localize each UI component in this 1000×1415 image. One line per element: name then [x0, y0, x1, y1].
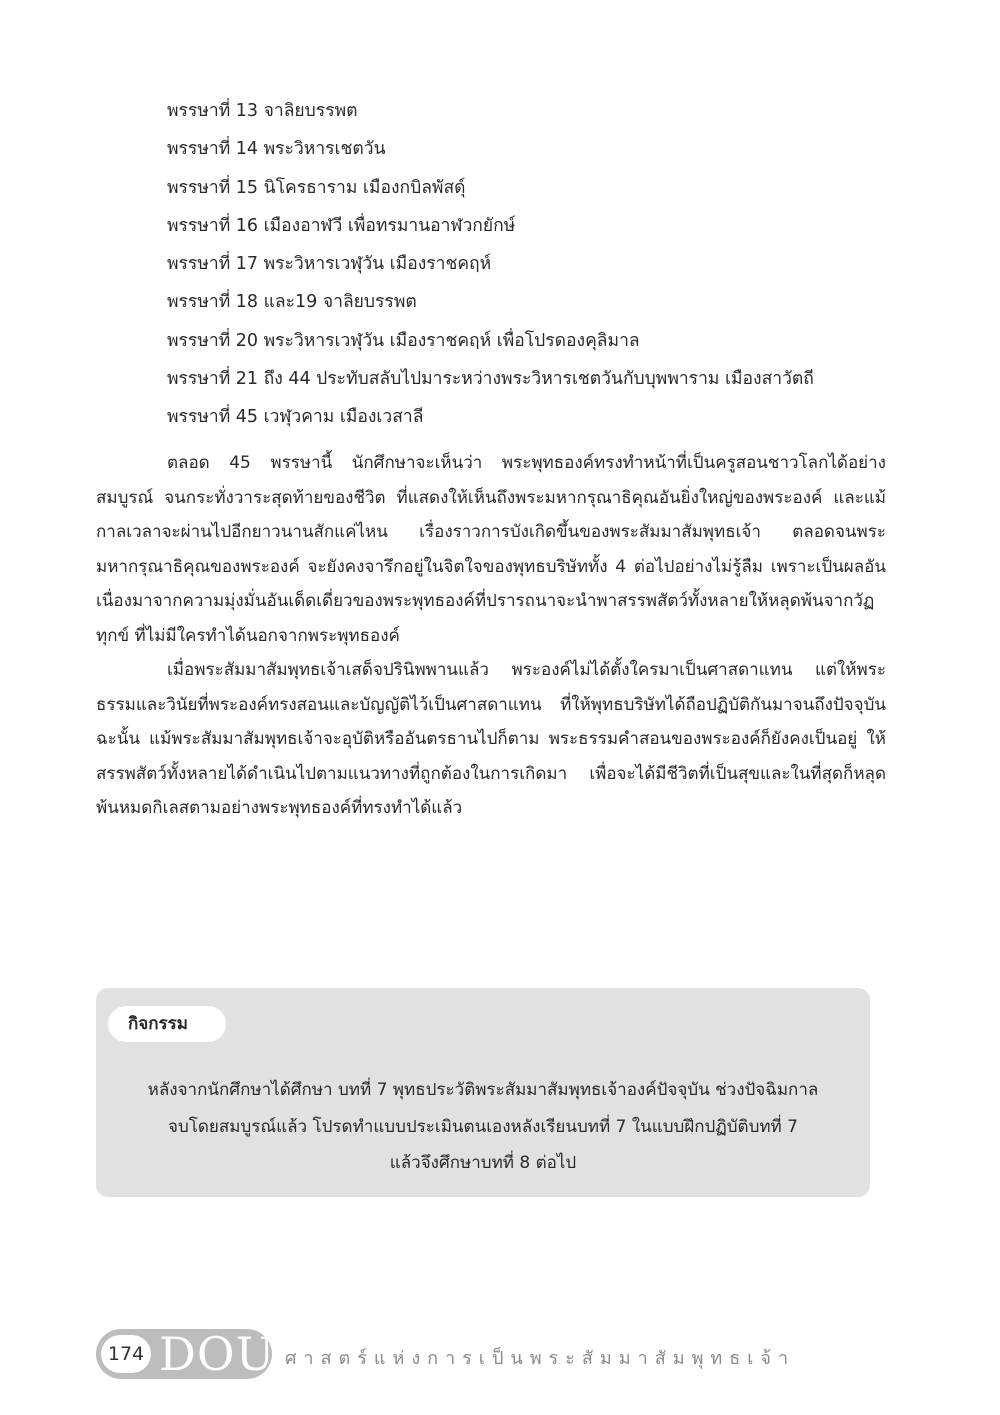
activity-instructions	[126, 1072, 840, 1182]
list-item: พรรษาที่ 13 จาลิยบรรพต	[167, 101, 358, 121]
footer-badge	[96, 1327, 276, 1381]
list-item: พรรษาที่ 15 นิโครธาราม เมืองกบิลพัสดุ์	[167, 177, 466, 198]
rains-list	[167, 92, 927, 437]
activity-line: หลังจากนักศึกษาได้ศึกษา บทที่ 7 พุทธประวัติพระสัมมาสัมพุทธเจ้าองค์ปัจจุบัน ช่วงปัจฉิมกาล	[147, 1080, 819, 1100]
body-paragraph-2: เมื่อพระสัมมาสัมพุทธเจ้าเสด็จปรินิพพานแล้ว พระองค์ไม่ได้ตั้งใครมาเป็นศาสดาแทน แต่ให้พระธรรมและวินัยที่พระองค์ทรงสอนและบัญญัติไว้เป็นศาสดาแทน ที่ให้พุทธบริษัทได้ถือปฏิบัติกันมาจนถึงปัจจุบัน ฉะนั้น แม้พระสัมมาสัมพุทธเจ้าจะอุบัติหรืออันตรธานไปก็ตาม พระธรรมคำสอนของพระองค์ก็ยังคงเป็นอยู่ ให้สรรพสัตว์ทั้งหลายได้ดำเนินไปตามแนวทางที่ถูกต้องในการเกิดมา เพื่อจะได้มีชีวิตที่เป็นสุขและในที่สุดก็หลุดพ้นหมดกิเลสตามอย่างพระพุทธองค์ที่ทรงทำได้แล้ว	[96, 660, 886, 818]
list-item: พรรษาที่ 16 เมืองอาฬวี เพื่อทรมานอาฬวกยักษ์	[167, 215, 516, 236]
activity-label: กิจกรรม	[108, 1006, 226, 1042]
activity-line: จบโดยสมบูรณ์แล้ว โปรดทำแบบประเมินตนเองหลังเรียนบทที่ 7 ในแบบฝึกปฏิบัติบทที่ 7	[168, 1116, 798, 1137]
list-item: พรรษาที่ 17 พระวิหารเวฬุวัน เมืองราชคฤห์	[167, 254, 492, 275]
book-title: ศาสตร์แห่งการเป็นพระสัมมาสัมพุทธเจ้า	[285, 1348, 796, 1369]
list-item: พรรษาที่ 45 เวฬุวคาม เมืองเวสาลี	[167, 407, 424, 428]
page-number: 174	[101, 1335, 151, 1373]
page-footer	[96, 1329, 796, 1379]
list-item: พรรษาที่ 21 ถึง 44 ประทับสลับไปมาระหว่างพระวิหารเชตวันกับบุพพาราม เมืองสาวัตถี	[167, 369, 814, 390]
list-item: พรรษาที่ 20 พระวิหารเวฬุวัน เมืองราชคฤห์ เพื่อโปรดองคุลิมาล	[167, 330, 640, 351]
brand-logo: DOU	[159, 1327, 276, 1381]
body-paragraph-1: ตลอด 45 พรรษานี้ นักศึกษาจะเห็นว่า พระพุทธองค์ทรงทำหน้าที่เป็นครูสอนชาวโลกได้อย่างสมบูรณ์ จนกระทั่งวาระสุดท้ายของชีวิต ที่แสดงให้เห็นถึงพระมหากรุณาธิคุณอันยิ่งใหญ่ของพระองค์ และแม้กาลเวลาจะผ่านไปอีกยาวนานสักแค่ไหน เรื่องราวการบังเกิดขึ้นของพระสัมมาสัมพุทธเจ้า ตลอดจนพระมหากรุณาธิคุณของพระองค์ จะยังคงจารึกอยู่ในจิตใจของพุทธบริษัททั้ง 4 ต่อไปอย่างไม่รู้ลืม เพราะเป็นผลอันเนื่องมาจากความมุ่งมั่นอันเด็ดเดี่ยวของพระพุทธองค์ที่ปรารถนาจะนำพาสรรพสัตว์ทั้งหลายให้หลุดพ้นจากวัฏทุกข์ ที่ไม่มีใครทำได้นอกจากพระพุทธองค์	[96, 453, 886, 646]
activity-line: แล้วจึงศึกษาบทที่ 8 ต่อไป	[389, 1153, 577, 1173]
list-item: พรรษาที่ 14 พระวิหารเชตวัน	[167, 139, 386, 160]
list-item: พรรษาที่ 18 และ19 จาลิยบรรพต	[167, 292, 417, 313]
activity-box	[96, 988, 870, 1197]
